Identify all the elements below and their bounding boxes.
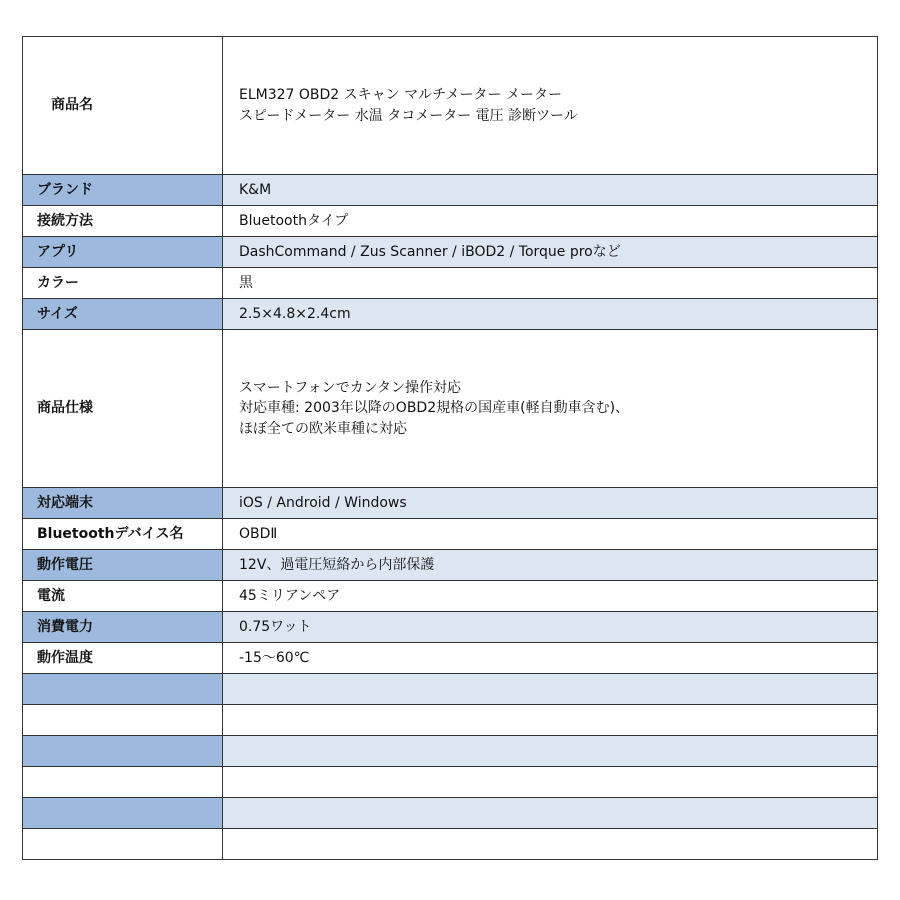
value-line: ELM327 OBD2 スキャン マルチメーター メーター <box>239 87 562 104</box>
row-label: 商品名 <box>23 37 223 175</box>
row-value <box>223 330 878 488</box>
row-value: 45ミリアンペア <box>223 581 878 612</box>
spec-row-devices <box>23 488 878 519</box>
spec-row-empty <box>23 705 878 736</box>
spec-row-temperature <box>23 643 878 674</box>
row-value <box>223 37 878 175</box>
row-value: K&M <box>223 175 878 206</box>
row-value <box>223 705 878 736</box>
value-line: ほぼ全ての欧米車種に対応 <box>239 420 407 437</box>
spec-row-product-name <box>23 37 878 175</box>
row-value: 2.5×4.8×2.4cm <box>223 299 878 330</box>
row-value: 黒 <box>223 268 878 299</box>
row-label: カラー <box>23 268 223 299</box>
row-value <box>223 767 878 798</box>
row-value <box>223 674 878 705</box>
spec-row-empty <box>23 767 878 798</box>
spec-row-empty <box>23 798 878 829</box>
spec-table <box>22 36 878 860</box>
value-line: 対応車種: 2003年以降のOBD2規格の国産車(軽自動車含む)、 <box>239 400 630 417</box>
row-value: 0.75ワット <box>223 612 878 643</box>
row-label: 接続方法 <box>23 206 223 237</box>
row-value: iOS / Android / Windows <box>223 488 878 519</box>
spec-row-color <box>23 268 878 299</box>
spec-row-connection <box>23 206 878 237</box>
spec-row-empty <box>23 674 878 705</box>
row-value <box>223 829 878 860</box>
row-label <box>23 736 223 767</box>
row-label: サイズ <box>23 299 223 330</box>
row-label: 商品仕様 <box>23 330 223 488</box>
row-label <box>23 674 223 705</box>
row-label <box>23 798 223 829</box>
row-value: Bluetoothタイプ <box>223 206 878 237</box>
row-label: 消費電力 <box>23 612 223 643</box>
row-label <box>23 829 223 860</box>
row-label: 対応端末 <box>23 488 223 519</box>
row-label: ブランド <box>23 175 223 206</box>
spec-row-size <box>23 299 878 330</box>
row-value: -15～60℃ <box>223 643 878 674</box>
row-value: 12V、過電圧短絡から内部保護 <box>223 550 878 581</box>
spec-row-app <box>23 237 878 268</box>
row-label: アプリ <box>23 237 223 268</box>
spec-row-current <box>23 581 878 612</box>
row-label <box>23 705 223 736</box>
row-label: Bluetoothデバイス名 <box>23 519 223 550</box>
row-value <box>223 798 878 829</box>
spec-row-bluetooth-name <box>23 519 878 550</box>
row-label: 電流 <box>23 581 223 612</box>
row-label: 動作電圧 <box>23 550 223 581</box>
spec-row-empty <box>23 829 878 860</box>
spec-row-power <box>23 612 878 643</box>
spec-row-empty <box>23 736 878 767</box>
row-value: DashCommand / Zus Scanner / iBOD2 / Torque proなど <box>223 237 878 268</box>
row-value: OBDⅡ <box>223 519 878 550</box>
spec-row-voltage <box>23 550 878 581</box>
row-label: 動作温度 <box>23 643 223 674</box>
value-line: スピードメーター 水温 タコメーター 電圧 診断ツール <box>239 107 578 124</box>
spec-row-brand <box>23 175 878 206</box>
spec-row-specification <box>23 330 878 488</box>
row-label <box>23 767 223 798</box>
row-value <box>223 736 878 767</box>
value-line: スマートフォンでカンタン操作対応 <box>239 380 462 397</box>
